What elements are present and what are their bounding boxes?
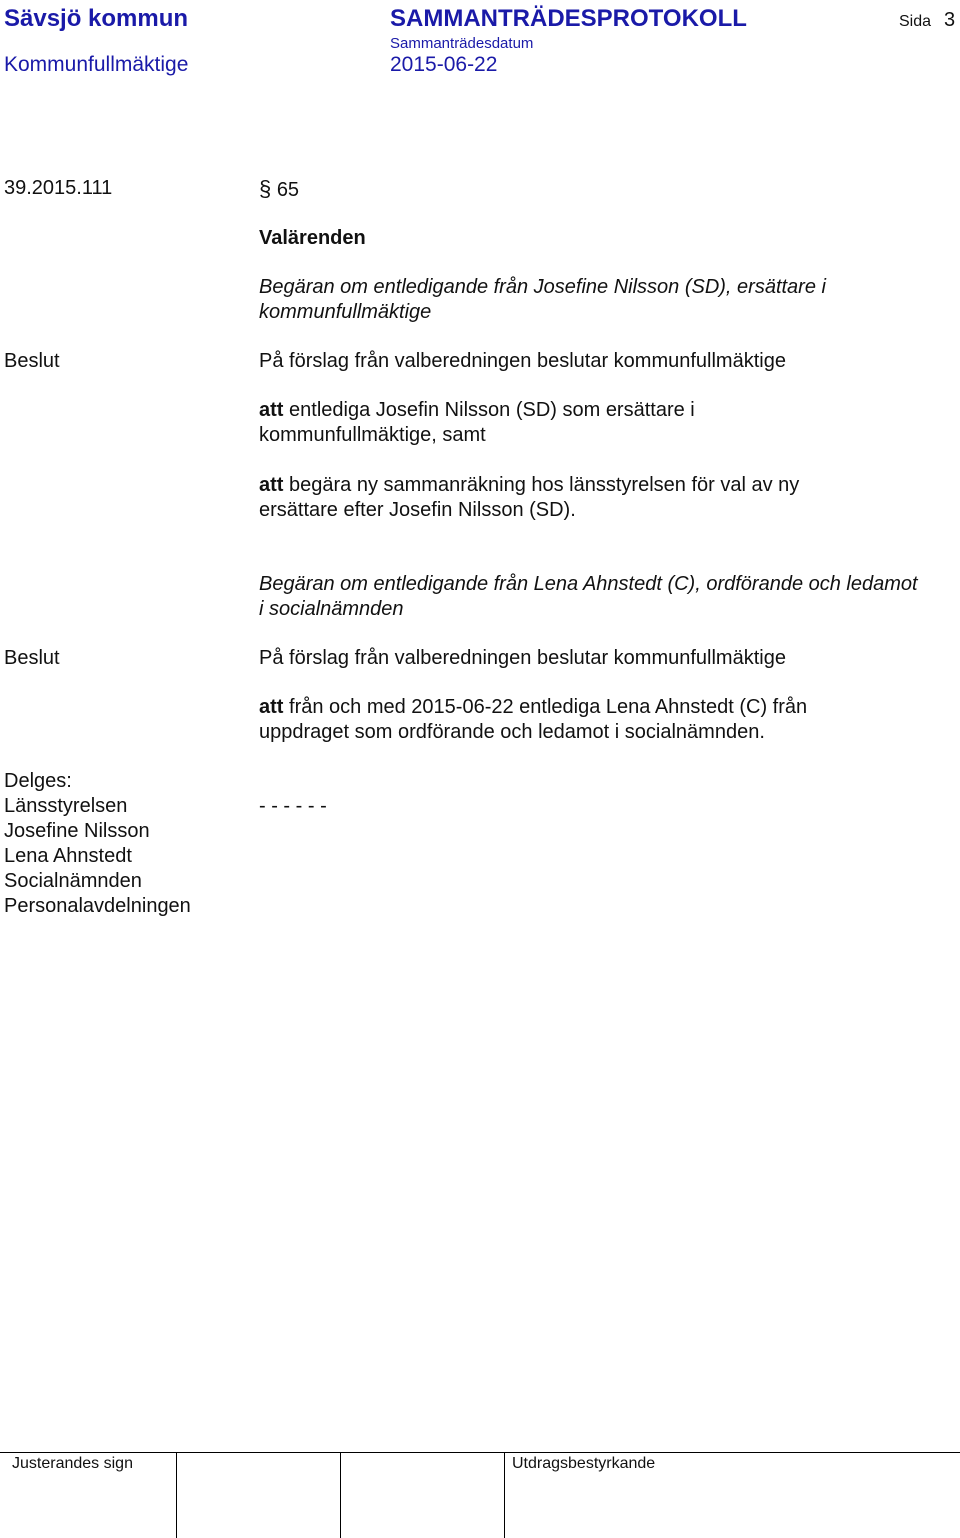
footer-column-divider: [340, 1452, 341, 1538]
matter1-subject: Begäran om entledigande från Josefine Nilsson (SD), ersättare i kommunfullmäktige: [259, 276, 826, 323]
page-label: Sida: [899, 13, 932, 30]
att-keyword: att: [259, 474, 284, 496]
section-number: 65: [276, 179, 300, 201]
footer-column-divider: [176, 1452, 177, 1538]
distribution-label: Delges:: [4, 770, 72, 792]
municipality-name: Sävsjö kommun: [4, 5, 189, 32]
section-sign-icon: §: [259, 176, 272, 201]
item-title: Valärenden: [259, 227, 366, 249]
footer-column-divider: [504, 1452, 505, 1538]
footer-divider: [0, 1452, 960, 1453]
page-number: 3: [944, 9, 956, 31]
matter1-decision-intro: På förslag från valberedningen beslutar kommunfullmäktige: [259, 350, 786, 372]
end-separator: - - - - - -: [259, 795, 327, 817]
att-keyword: att: [259, 399, 284, 421]
recipient-list: [4, 794, 191, 919]
recipient: Socialnämnden: [4, 870, 142, 892]
footer-extract-label: Utdragsbestyrkande: [512, 1455, 656, 1472]
att-keyword: att: [259, 696, 284, 718]
matter2-subject: Begäran om entledigande från Lena Ahnstedt (C), ordförande och ledamot i socialnämnden: [259, 573, 918, 620]
matter1-clause-1: [259, 398, 779, 448]
date-label: Sammanträdesdatum: [390, 35, 534, 52]
footer-sign-label: Justerandes sign: [12, 1455, 133, 1472]
paragraph-heading: [259, 176, 299, 203]
clause-text: begära ny sammanräkning hos länsstyrelsen för val av ny ersättare efter Josefin Nilsson (SD).: [259, 474, 800, 521]
matter2-decision-label: Beslut: [4, 647, 60, 669]
recipient: Josefine Nilsson: [4, 820, 150, 842]
matter1-clause-2: [259, 473, 869, 523]
matter2-clause-1: [259, 695, 879, 745]
clause-text: entlediga Josefin Nilsson (SD) som ersättare i kommunfullmäktige, samt: [259, 399, 695, 446]
reference-number: 39.2015.111: [4, 177, 113, 199]
matter2-decision-intro: På förslag från valberedningen beslutar kommunfullmäktige: [259, 647, 786, 669]
clause-text: från och med 2015-06-22 entlediga Lena Ahnstedt (C) från uppdraget som ordförande och ledamot i socialnämnden.: [259, 696, 808, 743]
matter1-decision-label: Beslut: [4, 350, 60, 372]
body-name: Kommunfullmäktige: [4, 53, 189, 76]
recipient: Personalavdelningen: [4, 895, 191, 917]
meeting-date: 2015-06-22: [390, 53, 498, 76]
recipient: Lena Ahnstedt: [4, 845, 132, 867]
document-type-title: SAMMANTRÄDESPROTOKOLL: [390, 5, 747, 32]
recipient: Länsstyrelsen: [4, 795, 128, 817]
